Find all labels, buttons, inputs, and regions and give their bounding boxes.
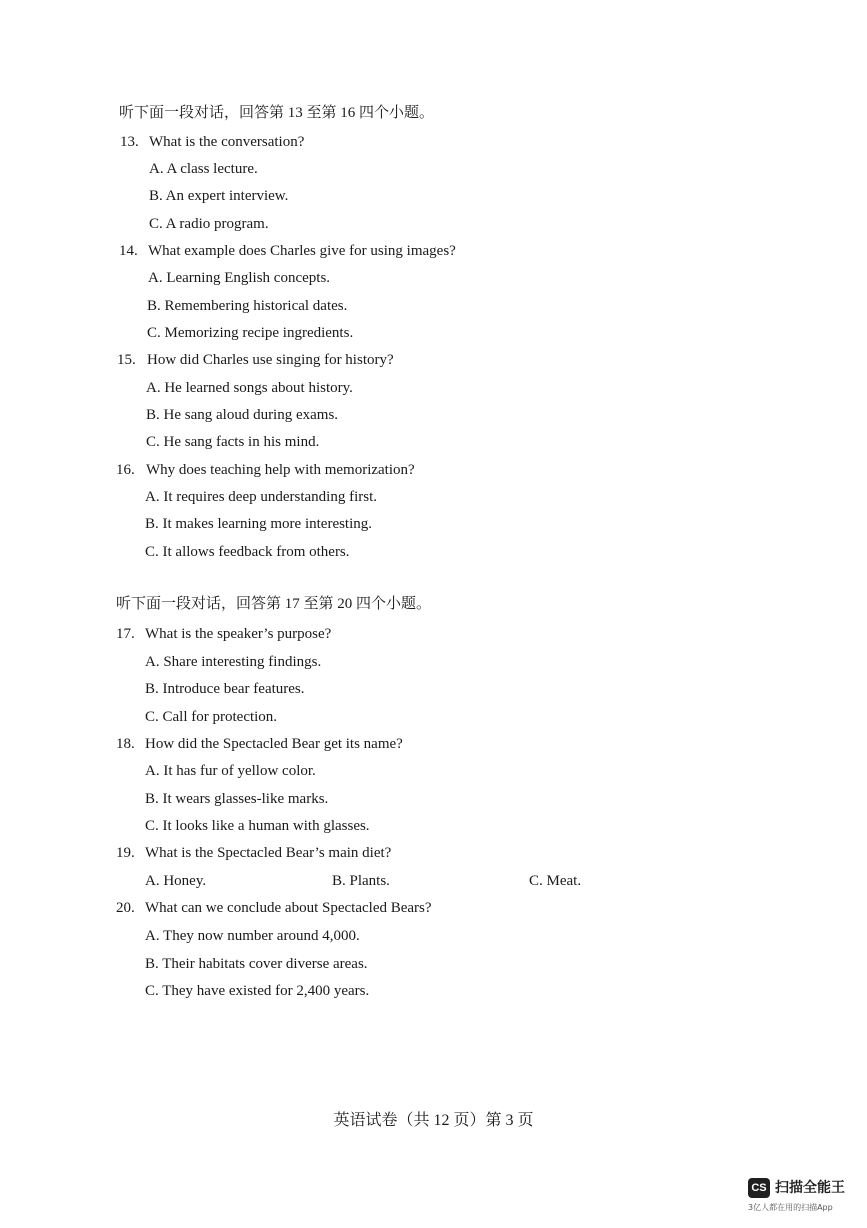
option-19-a: A. Honey.: [145, 873, 207, 889]
scanner-name: 扫描全能王: [775, 1180, 845, 1196]
option-16-b: B. It makes learning more interesting.: [145, 516, 373, 532]
option-13-a: A. A class lecture.: [149, 161, 258, 177]
option-20-b: B. Their habitats cover diverse areas.: [145, 956, 368, 972]
section-heading-1: 听下面一段对话，回答第 13 至第 16 四个小题。: [119, 105, 435, 121]
question-text: What is the conversation?: [149, 134, 305, 150]
option-19-c: C. Meat.: [529, 873, 582, 889]
option-20-a: A. They now number around 4,000.: [145, 928, 360, 944]
page-footer: 英语试卷（共 12 页）第 3 页: [333, 1112, 534, 1129]
question-text: What can we conclude about Spectacled Bears?: [145, 900, 432, 916]
question-number: 14.: [119, 243, 138, 259]
question-text: How did Charles use singing for history?: [147, 352, 394, 368]
question-text: What is the Spectacled Bear’s main diet?: [145, 845, 392, 861]
question-number: 18.: [116, 736, 135, 752]
section-heading-2: 听下面一段对话，回答第 17 至第 20 四个小题。: [116, 596, 432, 612]
scanner-logo-icon: CS: [748, 1178, 770, 1198]
question-text: Why does teaching help with memorization?: [146, 462, 415, 478]
question-number: 19.: [116, 845, 135, 861]
option-13-b: B. An expert interview.: [149, 188, 289, 204]
question-text: What example does Charles give for using images?: [148, 243, 456, 259]
option-18-a: A. It has fur of yellow color.: [145, 763, 316, 779]
option-13-c: C. A radio program.: [149, 216, 269, 232]
scanner-badge: [748, 1178, 860, 1220]
question-text: How did the Spectacled Bear get its name?: [145, 736, 403, 752]
option-17-a: A. Share interesting findings.: [145, 654, 322, 670]
option-15-c: C. He sang facts in his mind.: [146, 434, 320, 450]
option-14-a: A. Learning English concepts.: [148, 270, 331, 286]
option-14-b: B. Remembering historical dates.: [147, 298, 348, 314]
question-number: 20.: [116, 900, 135, 916]
option-15-a: A. He learned songs about history.: [146, 380, 353, 396]
option-19-b: B. Plants.: [332, 873, 390, 889]
option-17-c: C. Call for protection.: [145, 709, 278, 725]
option-15-b: B. He sang aloud during exams.: [146, 407, 339, 423]
option-20-c: C. They have existed for 2,400 years.: [145, 983, 370, 999]
option-16-c: C. It allows feedback from others.: [145, 544, 350, 560]
scanner-tagline: 3亿人都在用的扫描App: [748, 1203, 833, 1212]
option-16-a: A. It requires deep understanding first.: [145, 489, 378, 505]
question-number: 16.: [116, 462, 135, 478]
question-number: 13.: [120, 134, 139, 150]
option-18-c: C. It looks like a human with glasses.: [145, 818, 370, 834]
question-text: What is the speaker’s purpose?: [145, 626, 332, 642]
option-17-b: B. Introduce bear features.: [145, 681, 305, 697]
question-number: 17.: [116, 626, 135, 642]
option-14-c: C. Memorizing recipe ingredients.: [147, 325, 354, 341]
question-number: 15.: [117, 352, 136, 368]
option-18-b: B. It wears glasses-like marks.: [145, 791, 329, 807]
